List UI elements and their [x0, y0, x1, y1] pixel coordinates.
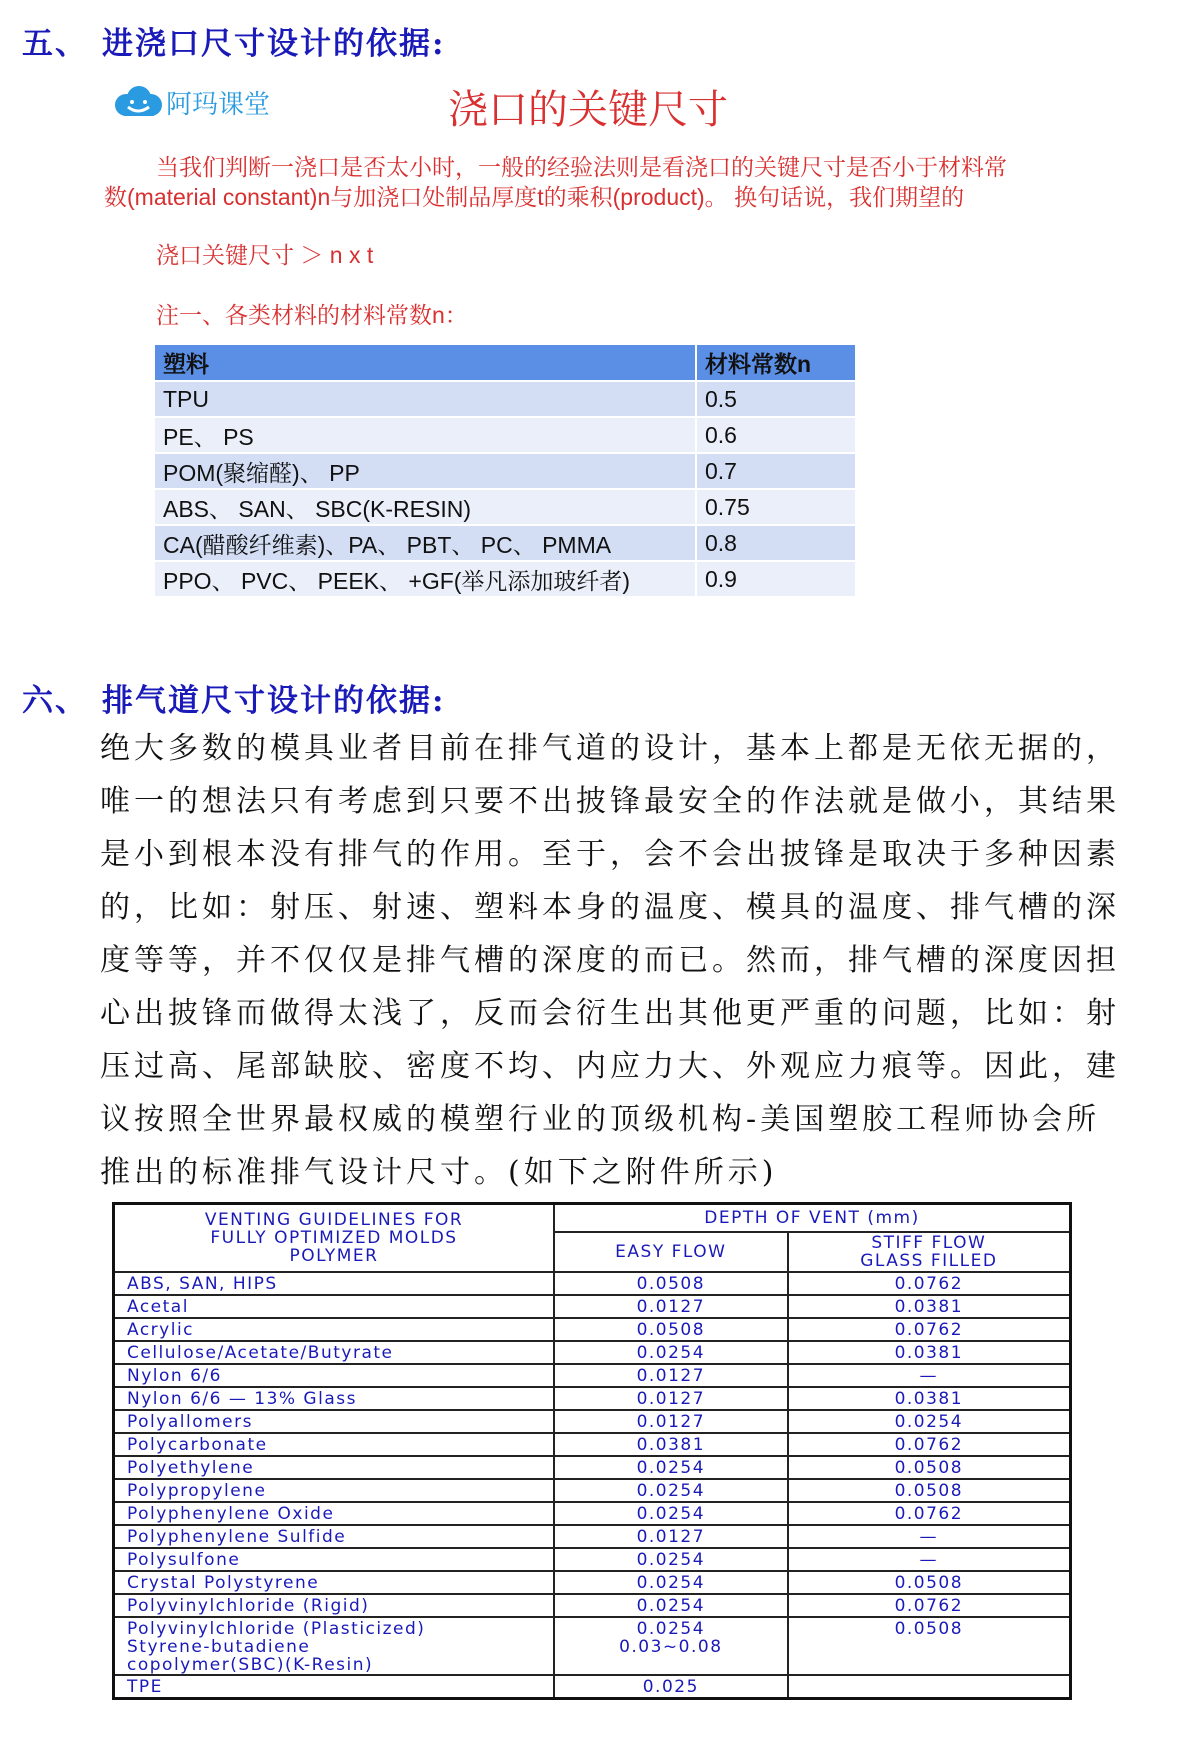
- easy-flow-value: [554, 1617, 788, 1675]
- material-name: POM(聚缩醛)、 PP: [154, 453, 696, 489]
- easy-flow-value: 0.0254: [554, 1341, 788, 1364]
- section-number: 六、: [22, 683, 88, 719]
- value-line: 0.03~0.08: [619, 1637, 723, 1657]
- polymer-name: Nylon 6/6 — 13% Glass: [114, 1387, 555, 1410]
- section-title: 排气道尺寸设计的依据:: [102, 683, 446, 719]
- intro-line-1: 当我们判断一浇口是否太小时，一般的经验法则是看浇口的关键尺寸是否小于材料常: [156, 154, 1007, 180]
- stiff-flow-value: 0.0508: [788, 1479, 1071, 1502]
- table-row: [154, 561, 856, 597]
- logo: [112, 82, 270, 122]
- stiff-flow-value: 0.0762: [788, 1594, 1071, 1617]
- value-line: 0.0254: [636, 1619, 706, 1639]
- table-row: [114, 1456, 1071, 1479]
- header-line: STIFF FLOW: [871, 1233, 987, 1253]
- polymer-name: TPE: [114, 1675, 555, 1699]
- paragraph-line: 议按照全世界最权威的模塑行业的顶级机构-美国塑胶工程师协会所: [100, 1102, 1101, 1137]
- stiff-flow-value: [788, 1675, 1071, 1699]
- material-constant: 0.8: [696, 525, 856, 561]
- material-constant: 0.6: [696, 417, 856, 453]
- stiff-flow-value: —: [788, 1525, 1071, 1548]
- formula: 浇口关键尺寸 ＞ n x t: [156, 242, 374, 268]
- table-row: [154, 453, 856, 489]
- material-constant: 0.9: [696, 561, 856, 597]
- easy-flow-value: 0.0127: [554, 1387, 788, 1410]
- polymer-name: Polyethylene: [114, 1456, 555, 1479]
- stiff-flow-value: 0.0381: [788, 1295, 1071, 1318]
- stiff-flow-value: —: [788, 1548, 1071, 1571]
- table-row: [114, 1433, 1071, 1456]
- table-row: [114, 1675, 1071, 1699]
- polymer-name: Polysulfone: [114, 1548, 555, 1571]
- table-row: [114, 1548, 1071, 1571]
- slide-title: 浇口的关键尺寸: [448, 87, 728, 133]
- header-plastic: 塑料: [154, 344, 696, 381]
- paragraph-line: 压过高、尾部缺胶、密度不均、内应力大、外观应力痕等。因此，建: [100, 1049, 1120, 1084]
- depth-of-vent-header: DEPTH OF VENT (mm): [554, 1204, 1071, 1233]
- polymer-name: Polyphenylene Oxide: [114, 1502, 555, 1525]
- table-row: [114, 1594, 1071, 1617]
- material-name: ABS、 SAN、 SBC(K-RESIN): [154, 489, 696, 525]
- polymer-name: Polyphenylene Sulfide: [114, 1525, 555, 1548]
- stiff-flow-value: 0.0508: [788, 1456, 1071, 1479]
- easy-flow-header: EASY FLOW: [554, 1232, 788, 1272]
- material-name: PPO、 PVC、 PEEK、 +GF(举凡添加玻纤者): [154, 561, 696, 597]
- header-constant: 材料常数n: [696, 344, 856, 381]
- paragraph-line: 的，比如：射压、射速、塑料本身的温度、模具的温度、排气槽的深: [100, 890, 1120, 925]
- polymer-line: Styrene-butadiene: [127, 1637, 311, 1657]
- polymer-name: Acetal: [114, 1295, 555, 1318]
- material-constant: 0.75: [696, 489, 856, 525]
- polymer-name: [114, 1617, 555, 1675]
- table-row: [114, 1617, 1071, 1675]
- easy-flow-value: 0.0127: [554, 1364, 788, 1387]
- easy-flow-value: 0.0127: [554, 1525, 788, 1548]
- easy-flow-value: 0.025: [554, 1675, 788, 1699]
- easy-flow-value: 0.0381: [554, 1433, 788, 1456]
- easy-flow-value: 0.0254: [554, 1571, 788, 1594]
- stiff-flow-header: [788, 1232, 1071, 1272]
- polymer-header: [114, 1204, 555, 1273]
- logo-text: 阿玛课堂: [166, 89, 271, 120]
- material-constant: 0.7: [696, 453, 856, 489]
- stiff-flow-value: —: [788, 1364, 1071, 1387]
- section-title: 进浇口尺寸设计的依据:: [102, 26, 446, 62]
- table-row: [114, 1295, 1071, 1318]
- paragraph-line: 度等等，并不仅仅是排气槽的深度的而已。然而，排气槽的深度因担: [100, 943, 1120, 978]
- table-row: [154, 381, 856, 417]
- polymer-name: Polyvinylchloride (Rigid): [114, 1594, 555, 1617]
- easy-flow-value: 0.0254: [554, 1502, 788, 1525]
- table-row: [154, 489, 856, 525]
- polymer-line: Polyvinylchloride (Plasticized): [127, 1619, 426, 1639]
- easy-flow-value: 0.0254: [554, 1548, 788, 1571]
- vent-header-row: [114, 1204, 1071, 1233]
- polymer-name: Polypropylene: [114, 1479, 555, 1502]
- table-header-row: [154, 344, 856, 381]
- header-line: GLASS FILLED: [860, 1251, 998, 1271]
- section-number: 五、: [22, 26, 88, 62]
- material-name: PE、 PS: [154, 417, 696, 453]
- stiff-flow-value: 0.0254: [788, 1410, 1071, 1433]
- table-row: [114, 1410, 1071, 1433]
- polymer-name: Nylon 6/6: [114, 1364, 555, 1387]
- easy-flow-value: 0.0127: [554, 1410, 788, 1433]
- table-row: [114, 1318, 1071, 1341]
- material-constant-table: [153, 343, 857, 598]
- table-row: [114, 1571, 1071, 1594]
- stiff-flow-value: 0.0762: [788, 1318, 1071, 1341]
- header-line: FULLY OPTIMIZED MOLDS: [210, 1228, 458, 1248]
- table-row: [114, 1272, 1071, 1295]
- header-line: POLYMER: [289, 1246, 379, 1266]
- polymer-name: Cellulose/Acetate/Butyrate: [114, 1341, 555, 1364]
- easy-flow-value: 0.0508: [554, 1272, 788, 1295]
- paragraph-line: 唯一的想法只有考虑到只要不出披锋最安全的作法就是做小，其结果: [100, 784, 1120, 819]
- table-row: [154, 525, 856, 561]
- easy-flow-value: 0.0254: [554, 1594, 788, 1617]
- stiff-flow-value: 0.0762: [788, 1502, 1071, 1525]
- table-row: [154, 417, 856, 453]
- table-row: [114, 1502, 1071, 1525]
- note: 注一、各类材料的材料常数n：: [156, 302, 468, 328]
- stiff-flow-value: 0.0381: [788, 1341, 1071, 1364]
- polymer-name: Polycarbonate: [114, 1433, 555, 1456]
- easy-flow-value: 0.0508: [554, 1318, 788, 1341]
- stiff-flow-value: 0.0508: [788, 1571, 1071, 1594]
- polymer-line: copolymer(SBC)(K-Resin): [127, 1655, 374, 1675]
- material-name: CA(醋酸纤维素)、PA、 PBT、 PC、 PMMA: [154, 525, 696, 561]
- polymer-name: Crystal Polystyrene: [114, 1571, 555, 1594]
- section-6-heading: [22, 675, 445, 720]
- paragraph-line: 是小到根本没有排气的作用。至于，会不会出披锋是取决于多种因素: [100, 837, 1120, 872]
- table-row: [114, 1364, 1071, 1387]
- stiff-flow-value: 0.0381: [788, 1387, 1071, 1410]
- paragraph-line: 绝大多数的模具业者目前在排气道的设计，基本上都是无依无据的，: [100, 731, 1120, 766]
- header-line: VENTING GUIDELINES FOR: [204, 1210, 464, 1230]
- stiff-flow-value: 0.0508: [788, 1617, 1071, 1675]
- easy-flow-value: 0.0254: [554, 1456, 788, 1479]
- stiff-flow-value: 0.0762: [788, 1272, 1071, 1295]
- polymer-name: Polyallomers: [114, 1410, 555, 1433]
- polymer-name: Acrylic: [114, 1318, 555, 1341]
- cloud-icon: [112, 85, 164, 119]
- table-row: [114, 1341, 1071, 1364]
- venting-paragraph: [100, 722, 1180, 1199]
- table-row: [114, 1525, 1071, 1548]
- easy-flow-value: 0.0254: [554, 1479, 788, 1502]
- material-constant: 0.5: [696, 381, 856, 417]
- table-row: [114, 1479, 1071, 1502]
- material-name: TPU: [154, 381, 696, 417]
- intro-line-2: 数(material constant)n与加浇口处制品厚度t的乘积(product)。 换句话说，我们期望的: [104, 184, 965, 210]
- easy-flow-value: 0.0127: [554, 1295, 788, 1318]
- paragraph-line: 推出的标准排气设计尺寸。(如下之附件所示): [100, 1155, 778, 1190]
- section-5-heading: [22, 18, 445, 63]
- stiff-flow-value: 0.0762: [788, 1433, 1071, 1456]
- paragraph-line: 心出披锋而做得太浅了，反而会衍生出其他更严重的问题，比如：射: [100, 996, 1120, 1031]
- table-row: [114, 1387, 1071, 1410]
- polymer-name: ABS, SAN, HIPS: [114, 1272, 555, 1295]
- venting-guidelines-table: [112, 1202, 1072, 1700]
